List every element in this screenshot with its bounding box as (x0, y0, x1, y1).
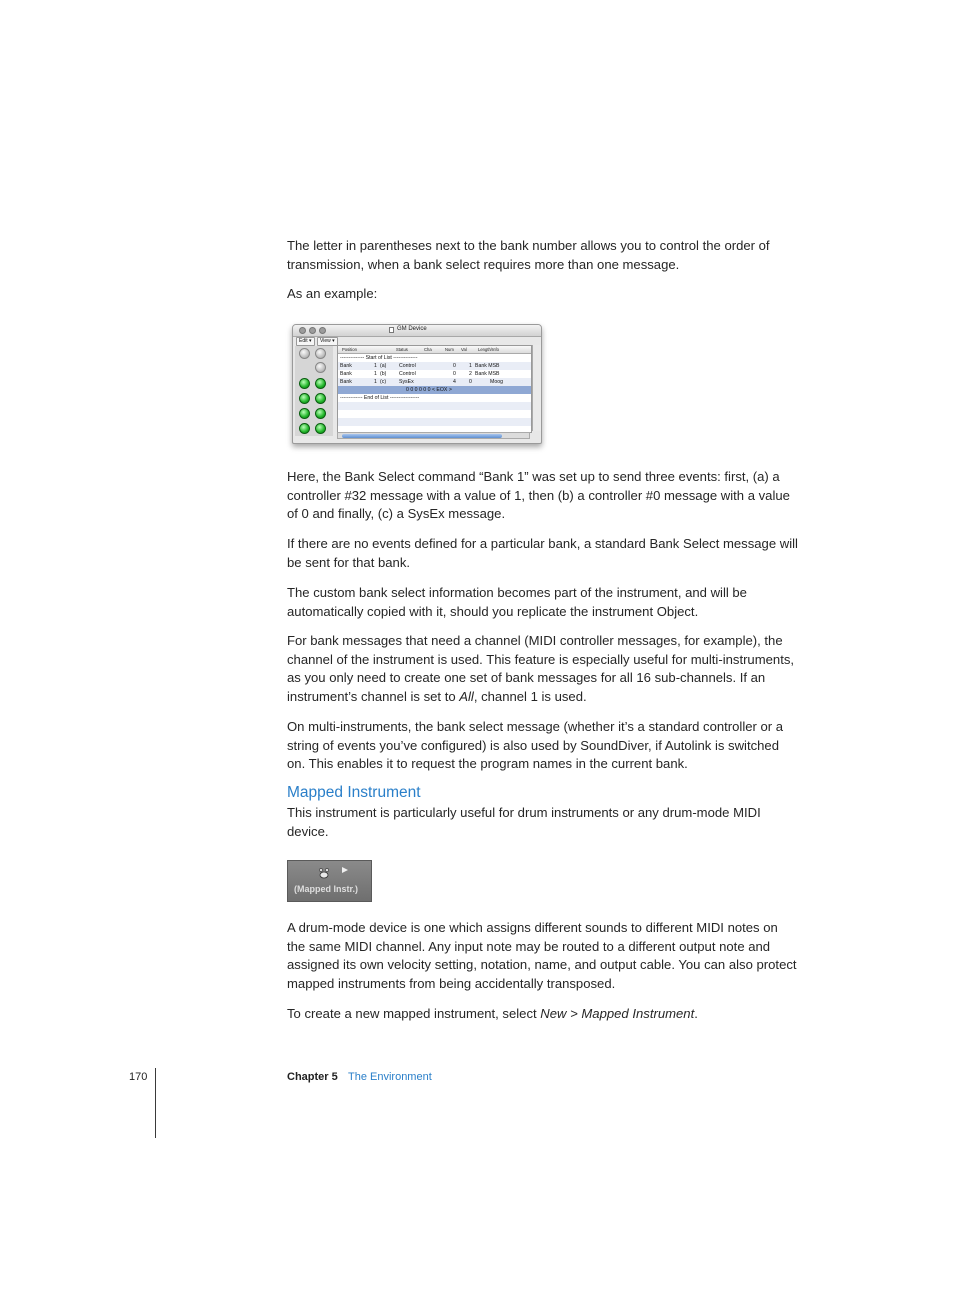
paragraph: The letter in parentheses next to the bank number allows you to control the order of transmission, when a bank select requires more than one message. (287, 238, 770, 272)
drum-kit-icon (318, 867, 330, 879)
tool-button[interactable] (299, 348, 310, 359)
paragraph: This instrument is particularly useful for drum instruments or any drum-mode MIDI device. (287, 805, 761, 839)
toolbox-sidebar (295, 346, 333, 436)
insert-event-button[interactable] (299, 408, 310, 419)
footer-divider (155, 1068, 156, 1138)
view-menu-button[interactable]: View ▾ (317, 337, 338, 346)
column-header[interactable]: Length/Info (478, 347, 499, 352)
paragraph: A drum-mode device is one which assigns different sounds to different MIDI notes on the same MIDI channel. Any input note may be routed to a different output note and assigned its own velocity setting, notation, name, and output cable. You can also protect mapped instruments from being accidentally transposed. (287, 920, 797, 991)
tool-button[interactable] (315, 348, 326, 359)
mapped-instrument-object (287, 860, 372, 902)
gm-device-window (292, 324, 542, 444)
zoom-icon[interactable] (319, 327, 326, 334)
list-start-row: -------------- Start of List -------------- (340, 355, 418, 361)
list-item[interactable]: Bank 1 (c) SysEx 4 0 Moog (338, 378, 531, 386)
paragraph: For bank messages that need a channel (MIDI controller messages, for example), the channel of the instrument is used. This feature is especially useful for multi-instruments, as you only need to create one set of bank messages for all 16 sub-channels. If an instrument’s channel is set to All, channel 1 is used. (287, 633, 795, 704)
event-list (337, 345, 532, 433)
vertical-scrollbar[interactable] (532, 345, 541, 431)
play-icon (342, 867, 348, 873)
paragraph: Here, the Bank Select command “Bank 1” was set up to send three events: first, (a) a controller #32 message with a value of 1, then (b) a controller #0 message with a value of 0 and finally, (c) a SysEx message. (287, 469, 790, 522)
paragraph: As an example: (287, 286, 378, 301)
insert-event-button[interactable] (299, 423, 310, 434)
insert-event-button[interactable] (315, 408, 326, 419)
paragraph: On multi-instruments, the bank select message (whether it’s a standard controller or a string of events you’ve configured) is also used by SoundDiver, if Autolink is switched on. This enables it to request the program names in the current bank. (287, 719, 784, 772)
insert-event-button[interactable] (315, 393, 326, 404)
sysex-data-row[interactable]: 0 0 0 0 0 0 < EOX > (338, 386, 531, 394)
chapter-label: Chapter 5 (287, 1071, 338, 1083)
scroll-thumb[interactable] (342, 434, 502, 438)
column-header[interactable]: Num (445, 347, 454, 352)
horizontal-scrollbar[interactable] (337, 432, 530, 439)
insert-event-button[interactable] (315, 423, 326, 434)
window-title: GM Device (397, 326, 427, 332)
insert-event-button[interactable] (299, 393, 310, 404)
paragraph: The custom bank select information becomes part of the instrument, and will be automatically copied with it, should you replicate the instrument Object. (287, 585, 747, 619)
list-item[interactable]: Bank 1 (b) Control 0 2 Bank MSB (340, 371, 500, 377)
insert-event-button[interactable] (299, 378, 310, 389)
page-number: 170 (129, 1071, 148, 1083)
list-header (338, 346, 531, 354)
column-header[interactable]: Val (461, 347, 467, 352)
empty-row (338, 402, 531, 410)
list-end-row: ------------- End of List ----------------- (340, 395, 420, 401)
close-icon[interactable] (299, 327, 306, 334)
insert-event-button[interactable] (315, 378, 326, 389)
chapter-title-link[interactable]: The Environment (348, 1071, 432, 1083)
paragraph: If there are no events defined for a particular bank, a standard Bank Select message will be sent for that bank. (287, 536, 798, 570)
minimize-icon[interactable] (309, 327, 316, 334)
edit-menu-button[interactable]: Edit ▾ (296, 337, 315, 346)
list-item[interactable]: Bank 1 (a) Control 0 1 Bank MSB (338, 362, 531, 370)
column-header[interactable]: Status (396, 347, 408, 352)
section-heading: Mapped Instrument (287, 784, 421, 801)
empty-row (338, 418, 531, 426)
window-titlebar (293, 325, 541, 337)
column-header[interactable]: Cha (424, 347, 432, 352)
document-icon (389, 327, 394, 333)
paragraph: To create a new mapped instrument, select New > Mapped Instrument. (287, 1006, 698, 1021)
column-header[interactable]: Position (342, 347, 357, 352)
mapped-instrument-label: (Mapped Instr.) (294, 884, 359, 894)
tool-button[interactable] (315, 362, 326, 373)
